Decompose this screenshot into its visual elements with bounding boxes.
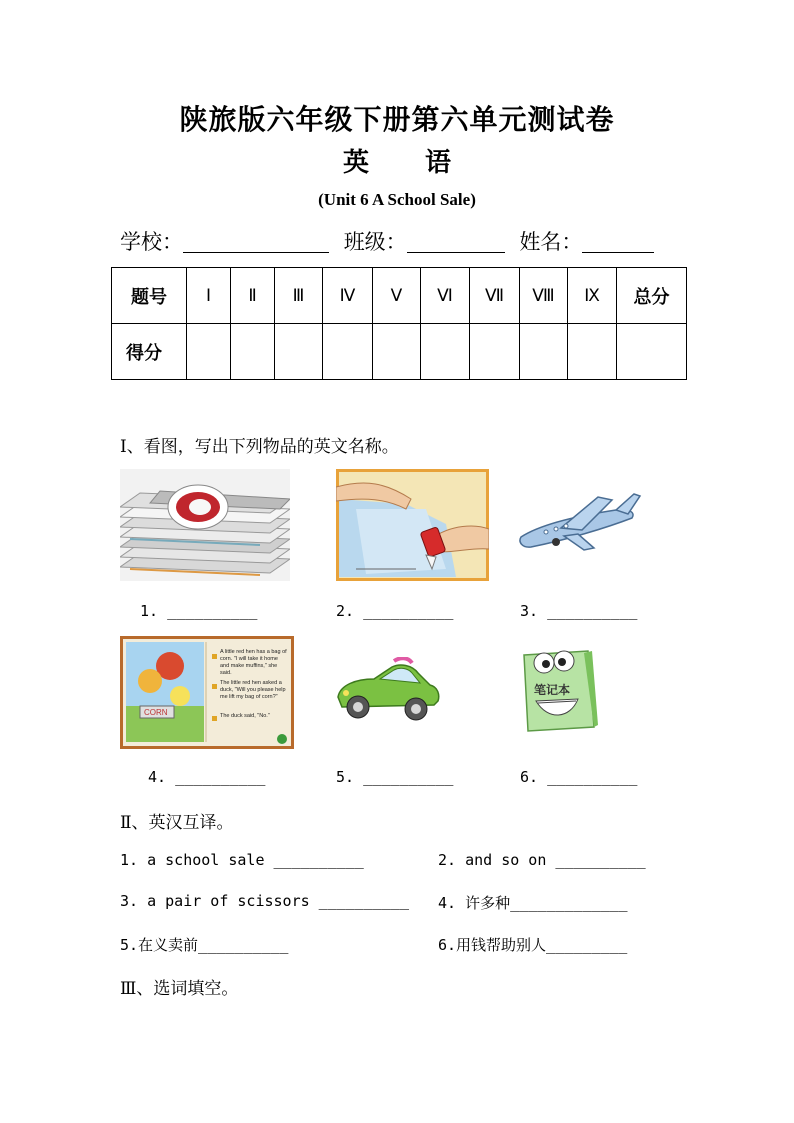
item-3-label: 3. __________: [520, 602, 638, 620]
item-2-label: 2. __________: [336, 602, 454, 620]
school-label: 学校：: [120, 230, 183, 254]
col-5: Ⅴ: [373, 268, 421, 324]
storybook-image: [120, 636, 294, 749]
score-label: 得分: [112, 324, 187, 380]
page-title: 陕旅版六年级下册第六单元测试卷: [179, 103, 615, 136]
item-1-label: 1. __________: [140, 602, 258, 620]
total-score-cell[interactable]: [617, 324, 687, 380]
score-cell[interactable]: [231, 324, 275, 380]
col-1: Ⅰ: [187, 268, 231, 324]
col-7: Ⅶ: [470, 268, 520, 324]
score-cell[interactable]: [520, 324, 568, 380]
col-8: Ⅷ: [520, 268, 568, 324]
col-3: Ⅲ: [275, 268, 323, 324]
score-cell[interactable]: [421, 324, 470, 380]
school-field[interactable]: [183, 230, 329, 253]
item-6-label: 6. __________: [520, 768, 638, 786]
corn-sign-text: CORN: [144, 708, 168, 717]
storybook-paragraph-2: The little red hen asked a duck, "Will you please help me lift my bag of corn?": [220, 680, 286, 700]
score-cell[interactable]: [373, 324, 421, 380]
score-cell[interactable]: [187, 324, 231, 380]
item-4-label: 4. __________: [148, 768, 266, 786]
section-1-title: Ⅰ、看图，写出下列物品的英文名称。: [120, 437, 399, 457]
question-3: 3. a pair of scissors __________: [120, 892, 409, 910]
score-cell[interactable]: [470, 324, 520, 380]
item-5-label: 5. __________: [336, 768, 454, 786]
toy-plane-image: [516, 492, 642, 556]
student-info-line: [120, 226, 654, 256]
subject-char-2: 语: [425, 148, 452, 178]
score-table-header-row: [112, 268, 687, 324]
score-cell[interactable]: [323, 324, 373, 380]
unit-subtitle: (Unit 6 A School Sale): [318, 190, 476, 209]
notebook-label: 笔记本: [534, 683, 571, 697]
question-4: 4. 许多种_____________: [438, 894, 628, 912]
glue-paper-image: [336, 469, 489, 581]
name-field[interactable]: [582, 230, 654, 253]
col-2: Ⅱ: [231, 268, 275, 324]
magazines-image: [120, 469, 290, 581]
name-label: 姓名：: [519, 230, 583, 254]
question-1: 1. a school sale __________: [120, 851, 364, 869]
score-cell[interactable]: [275, 324, 323, 380]
score-table-score-row: [112, 324, 687, 380]
question-5: 5.在义卖前__________: [120, 936, 289, 954]
col-9: Ⅸ: [568, 268, 617, 324]
storybook-paragraph-3: The duck said, "No.": [220, 713, 270, 719]
col-6: Ⅵ: [421, 268, 470, 324]
storybook-paragraph-1: A little red hen has a bag of corn. "I will take it home and make muffins," she said.: [220, 649, 287, 676]
class-field[interactable]: [407, 230, 505, 253]
section-2-title: Ⅱ、英汉互译。: [120, 813, 234, 833]
class-label: 班级：: [343, 230, 407, 254]
subject-title: [0, 142, 794, 179]
toy-car-image: [334, 657, 442, 725]
notebook-image: [518, 649, 598, 733]
question-2: 2. and so on __________: [438, 851, 646, 869]
section-3-title: Ⅲ、选词填空。: [120, 979, 239, 999]
question-6: 6.用钱帮助别人_________: [438, 936, 628, 954]
score-table: [111, 267, 687, 380]
question-number-label: 题号: [112, 268, 187, 324]
subject-char-1: 英: [342, 148, 369, 178]
col-4: Ⅳ: [323, 268, 373, 324]
total-label: 总分: [617, 268, 687, 324]
score-cell[interactable]: [568, 324, 617, 380]
